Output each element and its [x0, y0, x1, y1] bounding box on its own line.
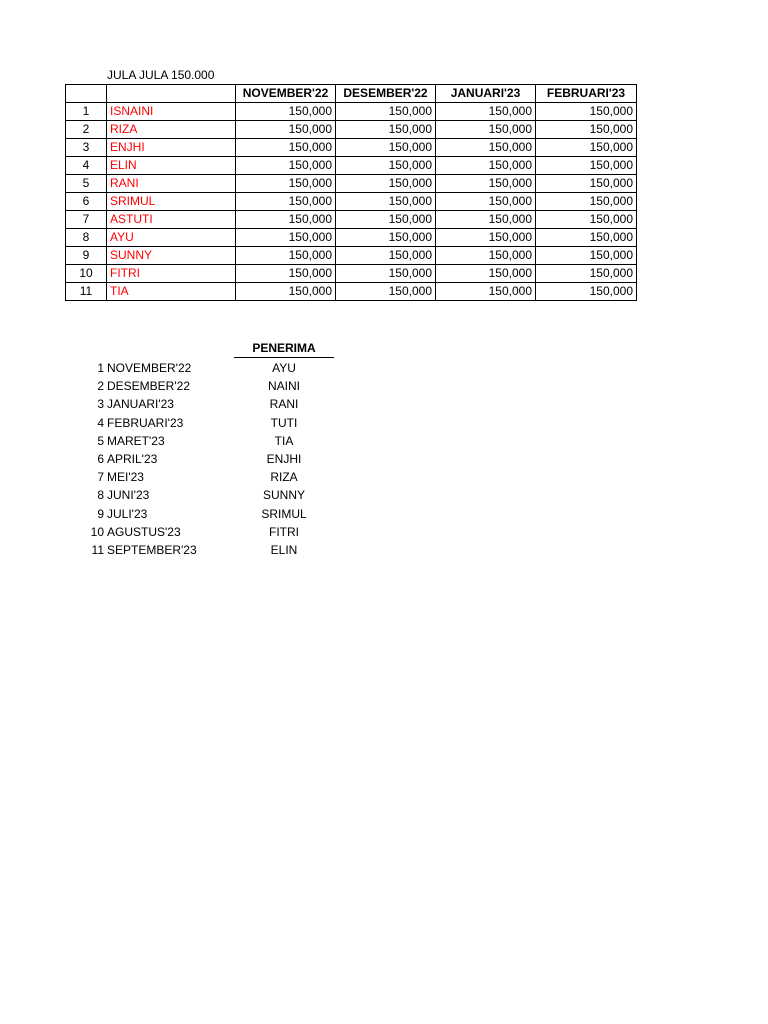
row-number[interactable]: 1	[66, 103, 107, 121]
list-item	[70, 359, 350, 377]
row-number[interactable]: 9	[66, 247, 107, 265]
row-number[interactable]: 11	[66, 283, 107, 301]
table-row	[66, 139, 637, 157]
recipient-name[interactable]: NAINI	[267, 379, 300, 394]
amount-cell[interactable]: 150,000	[536, 247, 637, 265]
member-name[interactable]: FITRI	[107, 265, 236, 283]
amount-cell[interactable]: 150,000	[536, 139, 637, 157]
contribution-table	[65, 84, 637, 301]
amount-cell[interactable]: 150,000	[536, 229, 637, 247]
header-cell-november: NOVEMBER'22	[236, 85, 336, 103]
header-cell-februari: FEBRUARI'23	[536, 85, 637, 103]
amount-cell[interactable]: 150,000	[336, 193, 436, 211]
table-row	[66, 283, 637, 301]
list-item	[70, 541, 350, 559]
recipient-name[interactable]: AYU	[272, 361, 296, 375]
row-number[interactable]: 3	[66, 139, 107, 157]
table-row	[66, 103, 637, 121]
member-name[interactable]: ASTUTI	[107, 211, 236, 229]
amount-cell[interactable]: 150,000	[236, 157, 336, 175]
table-row	[66, 121, 637, 139]
amount-cell[interactable]: 150,000	[436, 175, 536, 193]
member-name[interactable]: ISNAINI	[107, 103, 236, 121]
recipient-name[interactable]: RIZA	[270, 470, 298, 485]
recipient-month[interactable]: NOVEMBER'22	[107, 361, 192, 375]
recipient-number[interactable]: 10	[90, 524, 104, 539]
member-name[interactable]: RIZA	[107, 121, 236, 139]
recipient-number[interactable]: 6	[97, 451, 104, 466]
member-name[interactable]: TIA	[107, 283, 236, 301]
amount-cell[interactable]: 150,000	[336, 229, 436, 247]
list-item	[70, 468, 350, 486]
amount-cell[interactable]: 150,000	[436, 265, 536, 283]
header-cell-desember: DESEMBER'22	[336, 85, 436, 103]
sheet-title: JULA JULA 150.000	[107, 68, 215, 82]
recipient-month[interactable]: JULI'23	[107, 506, 148, 521]
amount-cell[interactable]: 150,000	[436, 157, 536, 175]
amount-cell[interactable]: 150,000	[336, 103, 436, 121]
member-name[interactable]: AYU	[107, 229, 236, 247]
row-number[interactable]: 5	[66, 175, 107, 193]
amount-cell[interactable]: 150,000	[436, 283, 536, 301]
amount-cell[interactable]: 150,000	[236, 139, 336, 157]
recipient-number[interactable]: 11	[91, 542, 104, 557]
header-cell-no	[66, 85, 107, 103]
amount-cell[interactable]: 150,000	[436, 247, 536, 265]
amount-cell[interactable]: 150,000	[536, 121, 637, 139]
header-cell-januari: JANUARI'23	[436, 85, 536, 103]
list-item	[70, 505, 350, 523]
table-row	[66, 229, 637, 247]
recipients-header: PENERIMA	[234, 340, 334, 358]
list-item	[70, 523, 350, 541]
amount-cell[interactable]: 150,000	[236, 211, 336, 229]
recipient-number[interactable]: 1	[97, 361, 104, 375]
table-row	[66, 265, 637, 283]
amount-cell[interactable]: 150,000	[236, 175, 336, 193]
amount-cell[interactable]: 150,000	[536, 157, 637, 175]
recipient-month[interactable]: DESEMBER'22	[107, 379, 190, 394]
recipient-name[interactable]: SUNNY	[262, 488, 305, 503]
amount-cell[interactable]: 150,000	[236, 103, 336, 121]
row-number[interactable]: 2	[66, 121, 107, 139]
amount-cell[interactable]: 150,000	[236, 283, 336, 301]
row-number[interactable]: 4	[66, 157, 107, 175]
recipient-month[interactable]: JANUARI'23	[107, 397, 174, 412]
recipient-month[interactable]: JUNI'23	[107, 488, 150, 503]
recipient-name[interactable]: ELIN	[270, 542, 298, 557]
amount-cell[interactable]: 150,000	[336, 175, 436, 193]
table-row	[66, 247, 637, 265]
table-row	[66, 157, 637, 175]
member-name[interactable]: SUNNY	[107, 247, 236, 265]
amount-cell[interactable]: 150,000	[436, 121, 536, 139]
amount-cell[interactable]: 150,000	[436, 103, 536, 121]
list-item	[70, 432, 350, 450]
recipient-month[interactable]: APRIL'23	[107, 451, 158, 466]
amount-cell[interactable]: 150,000	[436, 193, 536, 211]
list-item	[70, 414, 350, 432]
amount-cell[interactable]: 150,000	[536, 265, 637, 283]
list-item	[70, 395, 350, 413]
header-cell-name	[107, 85, 236, 103]
row-number[interactable]: 6	[66, 193, 107, 211]
amount-cell[interactable]: 150,000	[536, 175, 637, 193]
member-name[interactable]: ENJHI	[107, 139, 236, 157]
table-row	[66, 175, 637, 193]
amount-cell[interactable]: 150,000	[336, 211, 436, 229]
table-row	[66, 211, 637, 229]
recipient-month[interactable]: FEBRUARI'23	[107, 415, 184, 430]
row-number[interactable]: 8	[66, 229, 107, 247]
recipient-number[interactable]: 2	[97, 379, 104, 394]
amount-cell[interactable]: 150,000	[436, 139, 536, 157]
amount-cell[interactable]: 150,000	[336, 121, 436, 139]
amount-cell[interactable]: 150,000	[236, 247, 336, 265]
recipient-name[interactable]: FITRI	[269, 524, 299, 539]
amount-cell[interactable]: 150,000	[536, 283, 637, 301]
row-number[interactable]: 10	[66, 265, 107, 283]
amount-cell[interactable]: 150,000	[336, 265, 436, 283]
member-name[interactable]: ELIN	[107, 157, 236, 175]
amount-cell[interactable]: 150,000	[536, 211, 637, 229]
recipient-number[interactable]: 8	[97, 488, 104, 503]
member-name[interactable]: SRIMUL	[107, 193, 236, 211]
amount-cell[interactable]: 150,000	[436, 229, 536, 247]
amount-cell[interactable]: 150,000	[336, 283, 436, 301]
recipient-month[interactable]: MEI'23	[107, 470, 144, 485]
amount-cell[interactable]: 150,000	[236, 121, 336, 139]
recipient-month[interactable]: MARET'23	[107, 433, 165, 448]
recipient-name[interactable]: ENJHI	[266, 451, 302, 466]
recipient-name[interactable]: RANI	[269, 397, 299, 412]
recipient-number[interactable]: 7	[97, 470, 104, 485]
recipient-number[interactable]: 3	[97, 397, 104, 412]
list-item	[70, 486, 350, 504]
row-number[interactable]: 7	[66, 211, 107, 229]
recipients-list	[70, 359, 350, 559]
amount-cell[interactable]: 150,000	[236, 193, 336, 211]
table-header-row	[66, 85, 637, 103]
amount-cell[interactable]: 150,000	[536, 103, 637, 121]
list-item	[70, 450, 350, 468]
recipient-name[interactable]: SRIMUL	[261, 506, 307, 521]
recipient-name[interactable]: TIA	[274, 433, 294, 448]
recipient-number[interactable]: 5	[97, 433, 104, 448]
recipient-month[interactable]: AGUSTUS'23	[107, 524, 181, 539]
amount-cell[interactable]: 150,000	[236, 229, 336, 247]
recipient-name[interactable]: TUTI	[270, 415, 298, 430]
list-item	[70, 377, 350, 395]
amount-cell[interactable]: 150,000	[436, 211, 536, 229]
recipient-number[interactable]: 9	[97, 506, 104, 521]
table-row	[66, 193, 637, 211]
recipient-number[interactable]: 4	[97, 415, 104, 430]
amount-cell[interactable]: 150,000	[336, 247, 436, 265]
amount-cell[interactable]: 150,000	[536, 193, 637, 211]
amount-cell[interactable]: 150,000	[236, 265, 336, 283]
amount-cell[interactable]: 150,000	[336, 139, 436, 157]
recipient-month[interactable]: SEPTEMBER'23	[107, 542, 197, 557]
member-name[interactable]: RANI	[107, 175, 236, 193]
amount-cell[interactable]: 150,000	[336, 157, 436, 175]
